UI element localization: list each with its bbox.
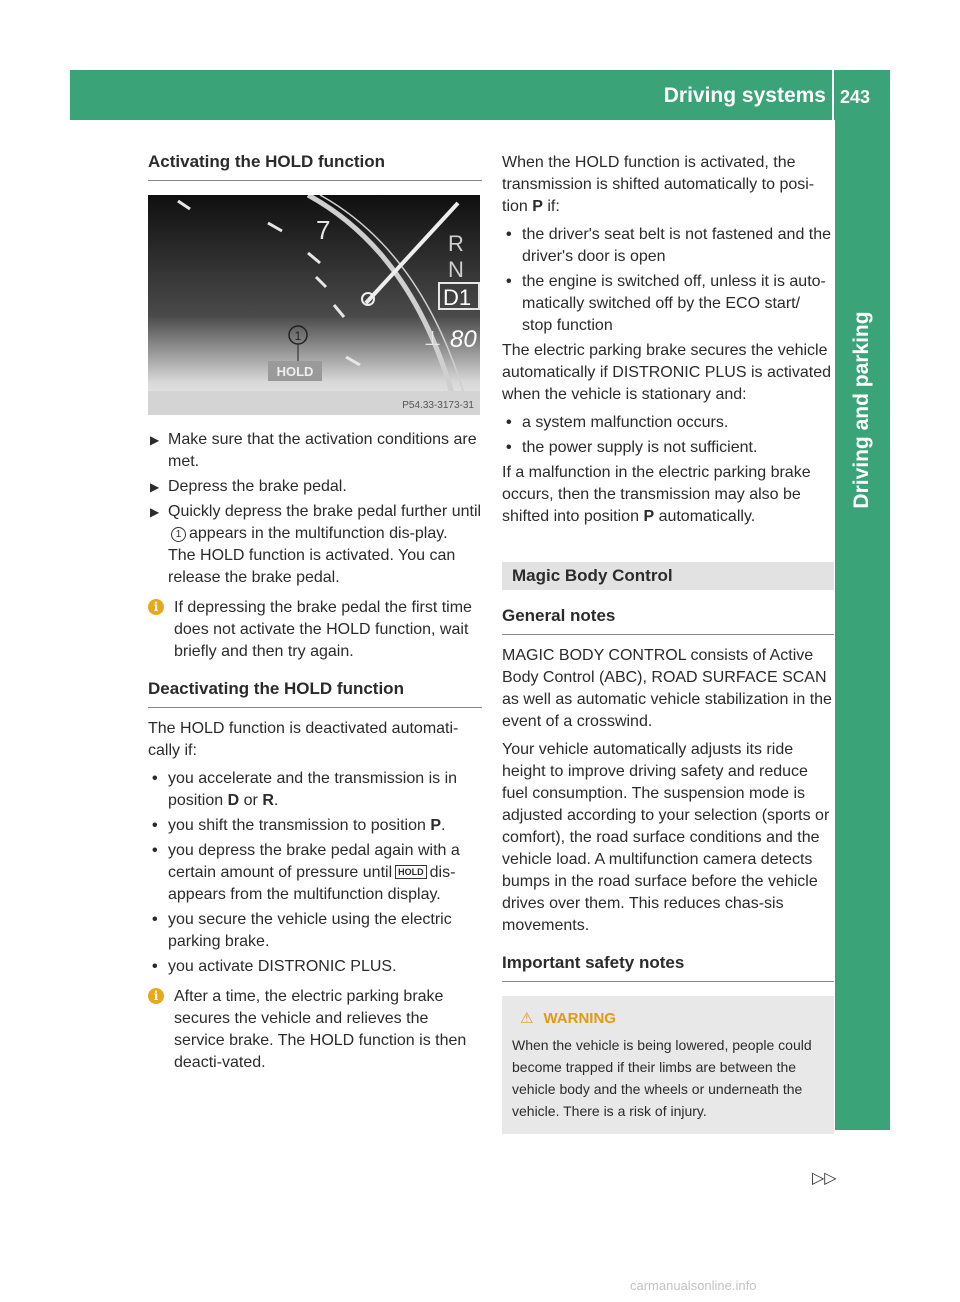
left-column: [148, 150, 482, 1082]
list-item: [148, 909, 482, 953]
paragraph-text: if:: [547, 198, 560, 215]
heading-deactivating: Deactivating the HOLD function: [148, 677, 482, 708]
side-tab-label: Driving and parking: [850, 311, 873, 509]
list-text: the power supply is not sufficient.: [522, 439, 758, 456]
readout-value: 80: [450, 326, 477, 353]
warning-box: [502, 996, 834, 1134]
callout-number: 1: [294, 329, 302, 343]
list-text: dis-appears from the multifunction display.: [168, 864, 456, 903]
gear-p-ref: P: [532, 198, 543, 215]
list-text: you secure the vehicle using the electric parking brake.: [168, 911, 452, 950]
dashboard-figure: [148, 195, 480, 415]
list-item: [148, 768, 482, 812]
gear-p-ref: P: [430, 817, 442, 834]
bullet-icon: •: [152, 770, 158, 787]
list-item: [148, 815, 482, 837]
gear-n-indicator: N: [448, 257, 464, 282]
paragraph: The HOLD function is deactivated automati-cally if:: [148, 720, 459, 759]
list-text: you shift the transmission to position: [168, 817, 426, 834]
paragraph-text: automatically.: [658, 508, 756, 525]
list-item: [148, 840, 482, 906]
heading-safety-notes: Important safety notes: [502, 951, 834, 982]
step-item: [148, 429, 482, 473]
info-note: [148, 986, 482, 1074]
step-result: The HOLD function is activated. You can release the brake pedal.: [168, 547, 456, 586]
speed-digit: 7: [316, 215, 331, 245]
info-text: If depressing the brake pedal the first time does not activate the HOLD function, wait briefly and then try again.: [174, 599, 472, 660]
bullet-icon: •: [506, 273, 512, 290]
bullet-icon: •: [152, 911, 158, 928]
paragraph: The electric parking brake secures the vehicle automatically if DISTRONIC PLUS is activated when the vehicle is stationary and:: [502, 342, 831, 403]
step-arrow-icon: ▶: [150, 433, 160, 447]
list-text: the driver's seat belt is not fastened and the driver's door is open: [522, 226, 832, 265]
figure-code: P54.33-3173-31: [402, 400, 474, 411]
list-item: [502, 437, 834, 459]
step-arrow-icon: ▶: [150, 505, 160, 519]
gear-p-ref: P: [643, 508, 655, 525]
warning-header: [520, 1008, 824, 1030]
warning-triangle-icon: ⚠: [520, 1010, 534, 1027]
step-item: [148, 501, 482, 589]
gear-d1-indicator: D1: [443, 285, 472, 310]
paragraph-text: If a malfunction in the electric parking brake occurs, then the transmission may also be shifted into position: [502, 464, 811, 525]
list-text: .: [273, 792, 279, 809]
step-text: appears in the multifunction dis-play.: [189, 525, 448, 542]
step-arrow-icon: ▶: [150, 480, 160, 494]
list-item: [502, 271, 834, 337]
bullet-icon: •: [152, 817, 158, 834]
warning-text: When the vehicle is being lowered, people could become trapped if their limbs are between the vehicle body and the wheels or underneath the vehicle. There is a risk of injury.: [512, 1037, 812, 1119]
continue-arrow-icon: ▷▷: [812, 1170, 837, 1187]
info-icon: i: [148, 988, 164, 1004]
header-band: [70, 70, 890, 120]
list-text: a system malfunction occurs.: [522, 414, 729, 431]
bullet-icon: •: [506, 226, 512, 243]
list-text: you activate DISTRONIC PLUS.: [168, 958, 397, 975]
bullet-icon: •: [152, 842, 158, 859]
instrument-cluster-illustration: [148, 195, 480, 415]
paragraph-text: When the HOLD function is activated, the transmission is shifted automatically to posi-tion: [502, 154, 815, 215]
gear-r-ref: R: [262, 792, 274, 809]
bullet-icon: •: [506, 439, 512, 456]
list-item: [502, 412, 834, 434]
header-divider: [832, 70, 834, 120]
paragraph: Your vehicle automatically adjusts its ride height to improve driving safety and reduce fuel consumption. The suspension mode is adjusted according to your selection (sports or comfort), the road surface conditions and the vehicle load. A multifunction camera detects bumps in the road surface before the vehicle drives over them. This reduces chas-sis movements.: [502, 741, 830, 934]
section-heading-magic-body-control: Magic Body Control: [502, 562, 834, 590]
gear-d-ref: D: [227, 792, 240, 809]
page-number: 243: [840, 87, 871, 107]
list-item: [502, 224, 834, 268]
section-title: Driving systems: [663, 84, 826, 107]
list-text: .: [441, 817, 446, 834]
info-note: [148, 597, 482, 663]
heading-general-notes: General notes: [502, 604, 834, 635]
temperature-icon: ⊥: [424, 326, 442, 350]
bullet-icon: •: [506, 414, 512, 431]
watermark: carmanualsonline.info: [630, 1278, 757, 1293]
list-item: [148, 956, 482, 978]
step-item: [148, 476, 482, 498]
heading-activating: Activating the HOLD function: [148, 150, 482, 181]
paragraph: MAGIC BODY CONTROL consists of Active Body Control (ABC), ROAD SURFACE SCAN as well as automatic vehicle stabilization in the event of a crosswind.: [502, 647, 832, 730]
info-icon: i: [148, 599, 164, 615]
list-text: you depress the brake pedal again with a certain amount of pressure until: [168, 842, 460, 881]
list-text: the engine is switched off, unless it is auto-matically switched off by the ECO start/ stop function: [522, 273, 826, 334]
hold-icon: HOLD: [395, 865, 427, 879]
step-text: Depress the brake pedal.: [168, 478, 347, 495]
info-text: After a time, the electric parking brake secures the vehicle and relieves the service brake. The HOLD function is then deacti-vated.: [174, 988, 467, 1071]
warning-title: WARNING: [543, 1010, 616, 1027]
paragraph: [502, 462, 834, 528]
bullet-icon: •: [152, 958, 158, 975]
list-text: you accelerate and the transmission is in position: [168, 770, 458, 809]
callout-reference: 1: [171, 527, 186, 542]
hold-display-label: HOLD: [276, 364, 314, 379]
side-tab: [835, 120, 890, 1130]
paragraph: [502, 152, 834, 218]
list-text: or: [243, 792, 258, 809]
step-text: Make sure that the activation conditions are met.: [168, 431, 477, 470]
gear-r-indicator: R: [448, 231, 464, 256]
step-text: Quickly depress the brake pedal further until: [168, 503, 482, 520]
right-column: [502, 152, 834, 1134]
